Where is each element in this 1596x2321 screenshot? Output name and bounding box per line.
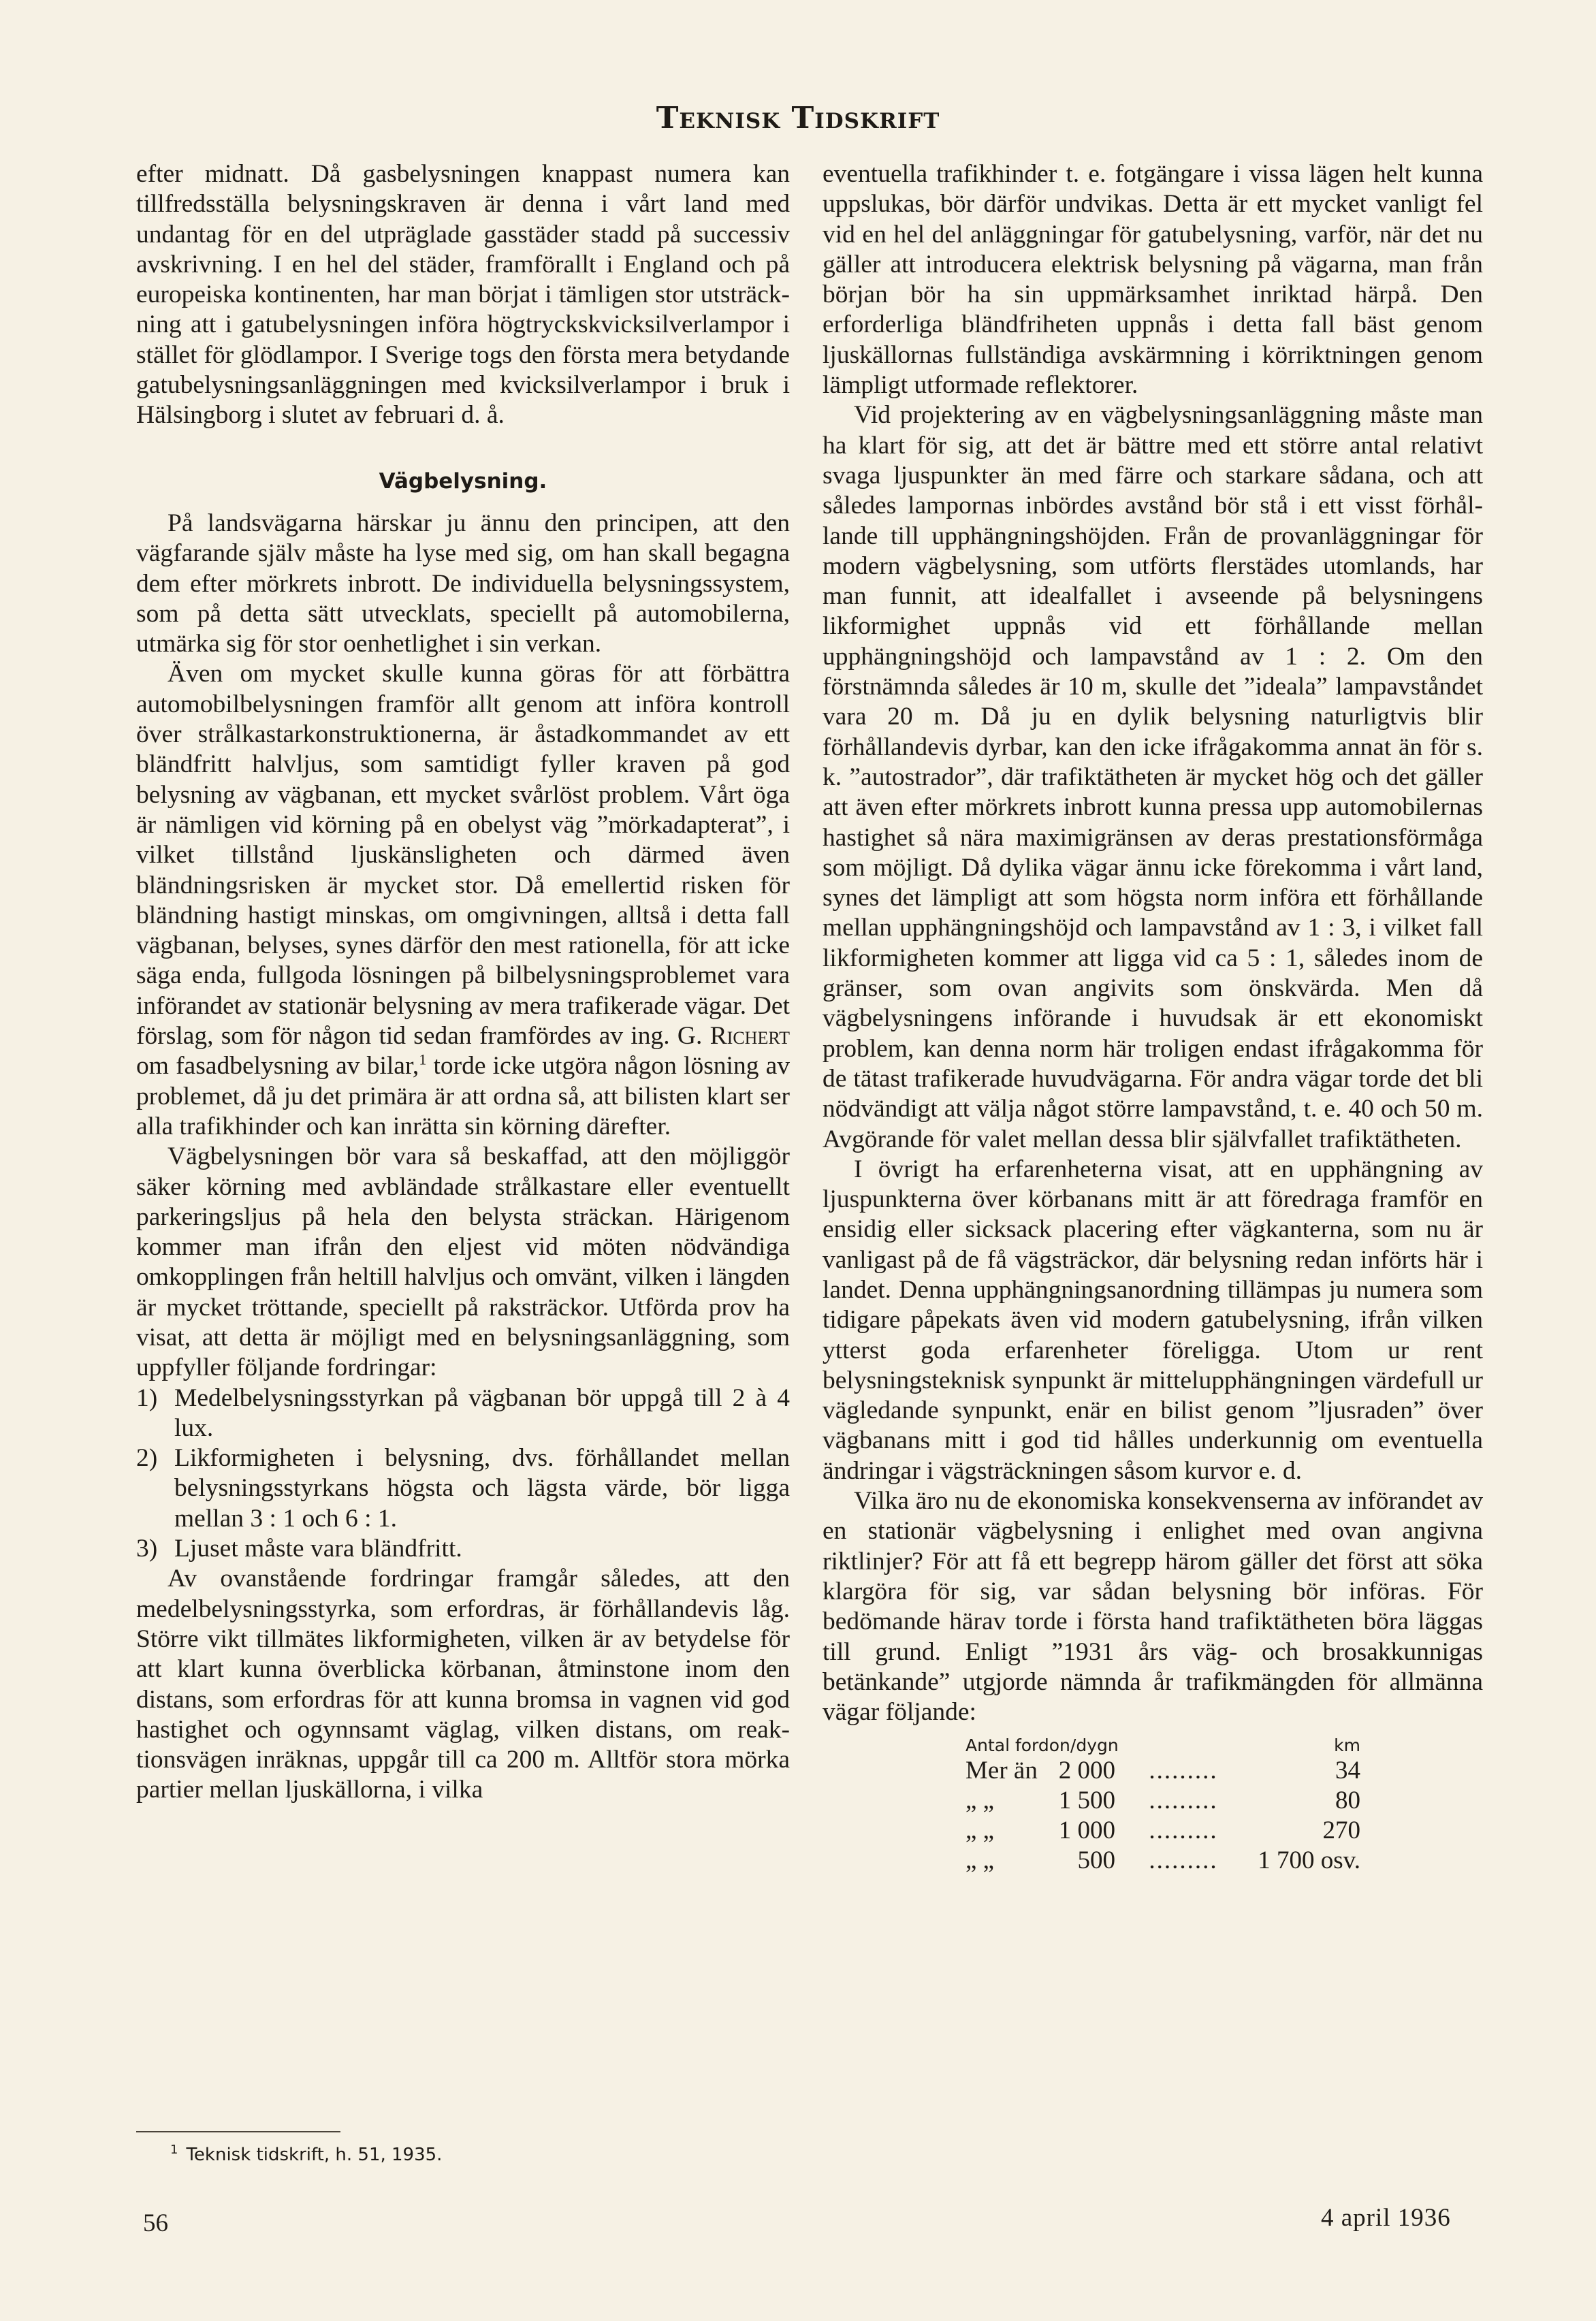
requirement-text: Likformigheten i belysning, dvs. förhållandet mellan belysningsstyrkans högsta och lägsta värde, bör ligga mellan 3 : 1 och 6 : 1. [174, 1444, 790, 1533]
leader-dots: ......... [1149, 1816, 1218, 1845]
requirement-text: Ljuset måste vara bländfritt. [174, 1535, 462, 1563]
row-value: 1 500 [1058, 1787, 1115, 1815]
requirement-item [136, 1443, 790, 1534]
row-km: 1 700 osv. [1258, 1846, 1360, 1875]
intro-paragraph: efter midnatt. Då gasbelysningen knappast numera kan tillfredsställa belysningskraven är denna i vårt land med undantag för en del utpräglade gasstäder stadd på successiv avskrivning. I en hel del städer, framförallt i England och på europeiska kontinenten, har man börjat i tämligen stor utsträckning att i gatubelysningen införa högtryckskvicksilverlampor i stället för glödlampor. I Sverige togs den första mera betydande gatubelysningsanläggningen med kvicksilverlampor i bruk i Hälsingborg i slutet av februari d. å. [136, 160, 790, 430]
left-column [136, 159, 790, 1806]
paragraph: Av ovanstående fordringar framgår således, att den medelbelysningsstyrka, som erfordras, är förhållandevis låg. Större vikt tillmätes likformigheten, vilken är av betydelse för att klart kunna överblicka körbanan, åtminstone inom den distans, som erfordras för att kunna bromsa in vagnen vid god hastighet och ogynnsamt väglag, vilken distans, om reaktionsvägen inräknas, uppgår till ca 200 m. Alltför stora mörka partier mellan ljuskällorna, i vilka [136, 1565, 790, 1804]
requirement-number: 2) [136, 1444, 158, 1473]
paragraph-text: Även om mycket skulle kunna göras för att förbättra automobilbelysningen framför allt genom att införa kontroll över strålkastarkonstruktionerna, är åstadkommandet av ett bländfritt halvljus, som samtidigt fyller kraven på god belysning av vägbanan, ett mycket svårlöst problem. Vårt öga är nämligen vid körning på en obelyst väg ”mörkadapterat”, i vilket tillstånd ljuskänsligheten och därmed även bländningsrisken är mycket stor. Då emellertid risken för bländning hastigt minskas, om omgivningen, alltså i detta fall vägbanan, belyses, synes därför den mest rationella, för att icke säga enda, fullgoda lösningen på bilbelysningsproblemet vara införandet av stationär belysning av mera trafikerade vägar. Det förslag, som för någon tid sedan framfördes av ing. G. [136, 660, 790, 1051]
row-label: Mer än [965, 1757, 1038, 1785]
column-header-km: km [1334, 1735, 1360, 1756]
paragraph: eventuella trafikhinder t. e. fotgängare i vissa lägen helt kunna uppslukas, bör därför undvikas. Detta är ett mycket vanligt fel vid en hel del anläggningar för gatubelysning, varför, när det nu gäller att introducera elektrisk belysning på vägarna, man från början bör ha sin uppmärksamhet inriktad härpå. Den erforderliga bländfriheten uppnås i detta fall bäst genom ljuskällornas fullständiga avskärmning i körriktningen genom lämpligt utformade reflektorer. [823, 160, 1483, 400]
requirement-number: 1) [136, 1383, 158, 1412]
footnote-text: Teknisk tidskrift, h. 51, 1935. [186, 2145, 443, 2165]
requirement-item [136, 1534, 790, 1564]
row-value: 500 [1077, 1846, 1115, 1875]
table-row [965, 1756, 1381, 1786]
paragraph-text: torde icke utgöra någon lösning av problemet, då ju det primära är att ordna så, att bilisten klart ser alla trafikhinder och kan inrätta sin körning därefter. [136, 1052, 790, 1140]
row-label: „ „ [965, 1787, 995, 1815]
page-number: 56 [143, 2209, 168, 2237]
paragraph: På landsvägarna härskar ju ännu den principen, att den vägfarande själv måste ha lyse med sig, om han skall begagna dem efter mörkrets inbrott. De individuella belysningssystem, som på detta sätt utvecklats, speciellt på automobilerna, utmärka sig för stor oenhetlighet i sin verkan. [136, 509, 790, 658]
paragraph: Vid projektering av en vägbelysningsanläggning måste man ha klart för sig, att det är bättre med ett större antal relativt svaga ljuspunkter än med färre och starkare sådana, och att således lampornas inbördes avstånd bör stå i ett visst förhållande till upphängningshöjden. Från de provanläggningar för modern vägbelysning, som utförts flerstädes utomlands, har man funnit, att idealfallet i avseende på belysningens likformighet uppnås vid ett förhållande mellan upphängningshöjd och lampavstånd av 1 : 2. Om den förstnämnda således är 10 m, skulle det ”ideala” lampavståndet vara 20 m. Då ju en dylik belysning naturligtvis blir förhållandevis dyrbar, kan den icke ifrågakomma annat än för s. k. ”autostrador”, där trafiktätheten är mycket hög och det gäller att även efter mörkrets inbrott kunna pressa upp automobilernas hastighet så nära maximigränsen av deras prestationsförmåga som möjligt. Då dylika vägar ännu icke förekomma i vårt land, synes det lämpligt att som högsta norm införa ett förhållande mellan upphängningshöjd och lampavstånd av 1 : 3, i vilket fall likformigheten kommer att ligga vid ca 5 : 1, således inom de gränser, som ovan angivits som önskvärda. Men då vägbelysningens införande i huvudsak är ett ekonomiskt problem, kan denna norm här troligen endast ifrågakomma för de tätast trafikerade huvudvägarna. För andra vägar torde det bli nödvändigt att välja något större lampavstånd, t. e. 40 och 50 m. Avgörande för valet mellan dessa blir självfallet trafiktätheten. [823, 401, 1483, 1153]
author-name: Richert [709, 1022, 790, 1051]
table-row [965, 1816, 1381, 1846]
paragraph: I övrigt ha erfarenheterna visat, att en upphängning av ljuspunkterna över körbanans mitt är att föredraga framför en ensidig eller sicksack placering efter vägkanterna, som nu är vanligast på de få vägsträckor, där belysning redan införts här i landet. Denna upphängningsanordning tillämpas ju numera som tidigare påpekats även vid modern gatubelysning, ifrån vilken ytterst goda erfarenheter föreligga. Utom ur rent belysningsteknisk synpunkt är mittelupphängningen värdefull ur vägledande synpunkt, enär en bilist genom ”ljusraden” över vägbanans mitt i god tid hålles underkunnig om eventuella ändringar i vägsträckningen såsom kurvor e. d. [823, 1155, 1483, 1485]
column-header-vehicles: Antal fordon/dygn [965, 1735, 1119, 1756]
leader-dots: ......... [1149, 1846, 1218, 1875]
section-heading: Vägbelysning. [379, 468, 547, 494]
footnote [170, 2145, 442, 2165]
journal-masthead: Teknisk Tidskrift [656, 101, 940, 135]
traffic-table [965, 1735, 1381, 1876]
paragraph [136, 659, 790, 1142]
row-km: 34 [1335, 1757, 1360, 1785]
paragraph: Vilka äro nu de ekonomiska konsekvenserna av införandet av en stationär vägbelysning i enlighet med ovan angivna riktlinjer? För att få ett begrepp härom gäller det först att söka klargöra för sig, var sådan belysning bör införas. För bedömande härav torde i första hand trafiktätheten böra läggas till grund. Enligt ”1931 års väg- och brosakkunnigas betänkande” utgjorde nämnda år trafikmängden för allmänna vägar följande: [823, 1487, 1483, 1727]
leader-dots: ......... [1149, 1787, 1218, 1815]
row-km: 270 [1322, 1816, 1360, 1845]
paragraph: Vägbelysningen bör vara så beskaffad, att den möjliggör säker körning med avbländade strålkastare eller eventuellt parkeringsljus på hela den belysta sträckan. Härigenom kommer man ifrån den eljest vid möten nödvändiga omkopplingen från heltill halvljus och omvänt, vilken i längden är mycket tröttande, speciellt på raksträckor. Utförda prov ha visat, att detta är möjligt med en belysningsanläggning, som uppfyller följande fordringar: [136, 1142, 790, 1382]
issue-date: 4 april 1936 [1321, 2204, 1451, 2232]
footnote-number: 1 [170, 2143, 178, 2158]
row-label: „ „ [965, 1816, 995, 1845]
requirement-text: Medelbelysningsstyrkan på vägbanan bör uppgå till 2 à 4 lux. [174, 1383, 790, 1442]
row-label: „ „ [965, 1846, 995, 1875]
footnote-marker: 1 [419, 1051, 427, 1068]
table-header-row [965, 1735, 1381, 1756]
right-column [823, 159, 1483, 1876]
row-km: 80 [1335, 1787, 1360, 1815]
row-value: 1 000 [1058, 1816, 1115, 1845]
leader-dots: ......... [1149, 1757, 1218, 1785]
table-row [965, 1786, 1381, 1816]
requirement-number: 3) [136, 1535, 158, 1563]
paragraph-text: om fasadbelysning av bilar, [136, 1052, 419, 1081]
requirement-item [136, 1383, 790, 1444]
row-value: 2 000 [1058, 1757, 1115, 1785]
table-row [965, 1846, 1381, 1876]
footnote-divider [136, 2131, 340, 2132]
